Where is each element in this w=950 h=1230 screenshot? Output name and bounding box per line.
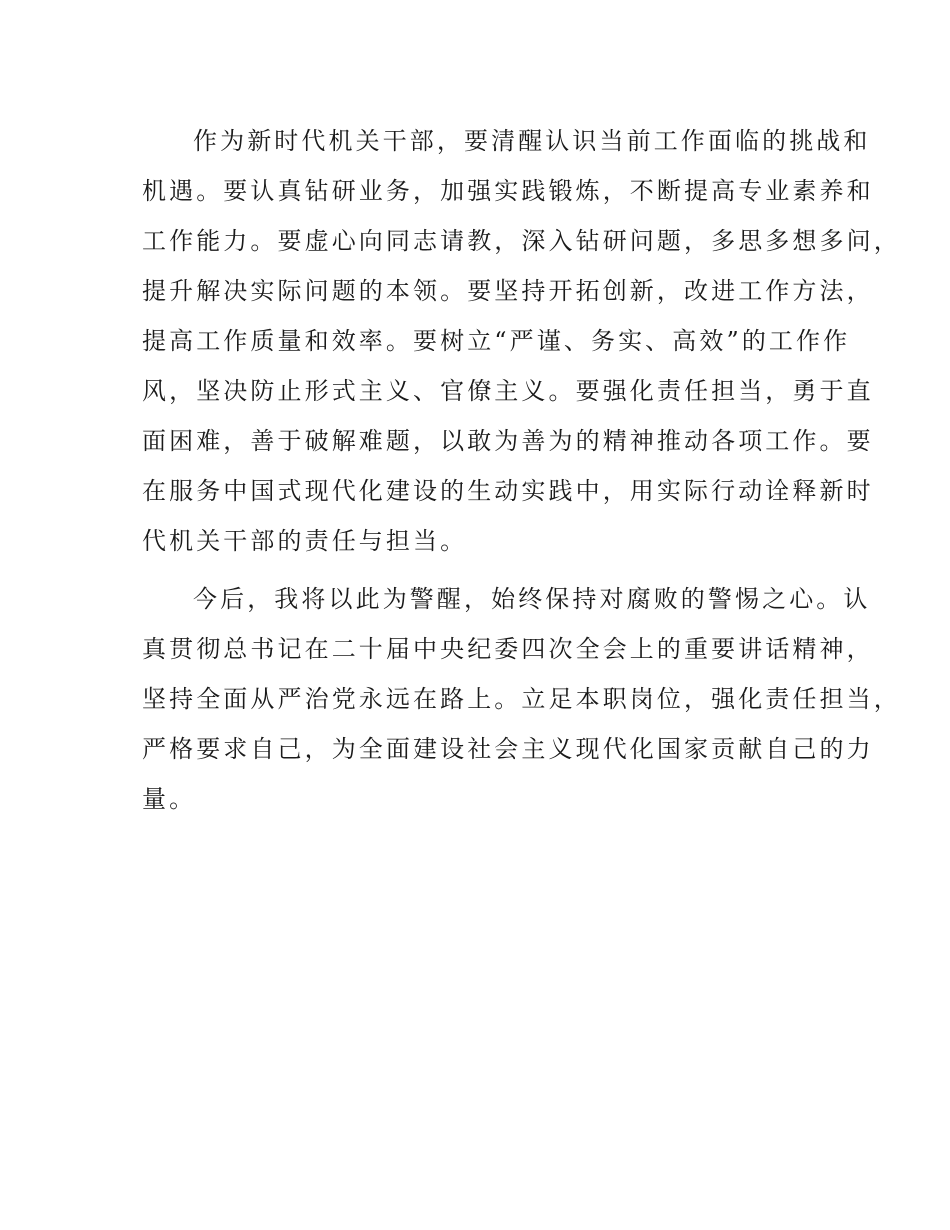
paragraph-line: 机遇。要认真钻研业务，加强实践锻炼，不断提高专业素养和 — [142, 177, 874, 205]
paragraph-line: 工作能力。要虚心向同志请教，深入钻研问题，多思多想多问， — [142, 227, 901, 255]
paragraph-1 — [142, 116, 901, 566]
paragraph-line: 提升解决实际问题的本领。要坚持开拓创新，改进工作方法， — [142, 277, 874, 305]
paragraph-line: 作为新时代机关干部，要清醒认识当前工作面临的挑战和 — [193, 127, 871, 155]
paragraph-line: 量。 — [142, 785, 197, 813]
paragraph-line: 严格要求自己，为全面建设社会主义现代化国家贡献自己的力 — [142, 735, 874, 763]
paragraph-line: 代机关干部的责任与担当。 — [142, 527, 468, 555]
paragraph-line: 提高工作质量和效率。要树立“严谨、务实、高效”的工作作 — [142, 327, 851, 355]
paragraph-2 — [142, 574, 901, 824]
paragraph-line: 面困难，善于破解难题，以敢为善为的精神推动各项工作。要 — [142, 427, 874, 455]
paragraph-line: 坚持全面从严治党永远在路上。立足本职岗位，强化责任担当， — [142, 685, 901, 713]
paragraph-line: 真贯彻总书记在二十届中央纪委四次全会上的重要讲话精神， — [142, 635, 874, 663]
document-body — [142, 116, 901, 824]
paragraph-line: 今后，我将以此为警醒，始终保持对腐败的警惕之心。认 — [193, 585, 871, 613]
paragraph-line: 风，坚决防止形式主义、官僚主义。要强化责任担当，勇于直 — [142, 377, 874, 405]
paragraph-line: 在服务中国式现代化建设的生动实践中，用实际行动诠释新时 — [142, 477, 874, 505]
